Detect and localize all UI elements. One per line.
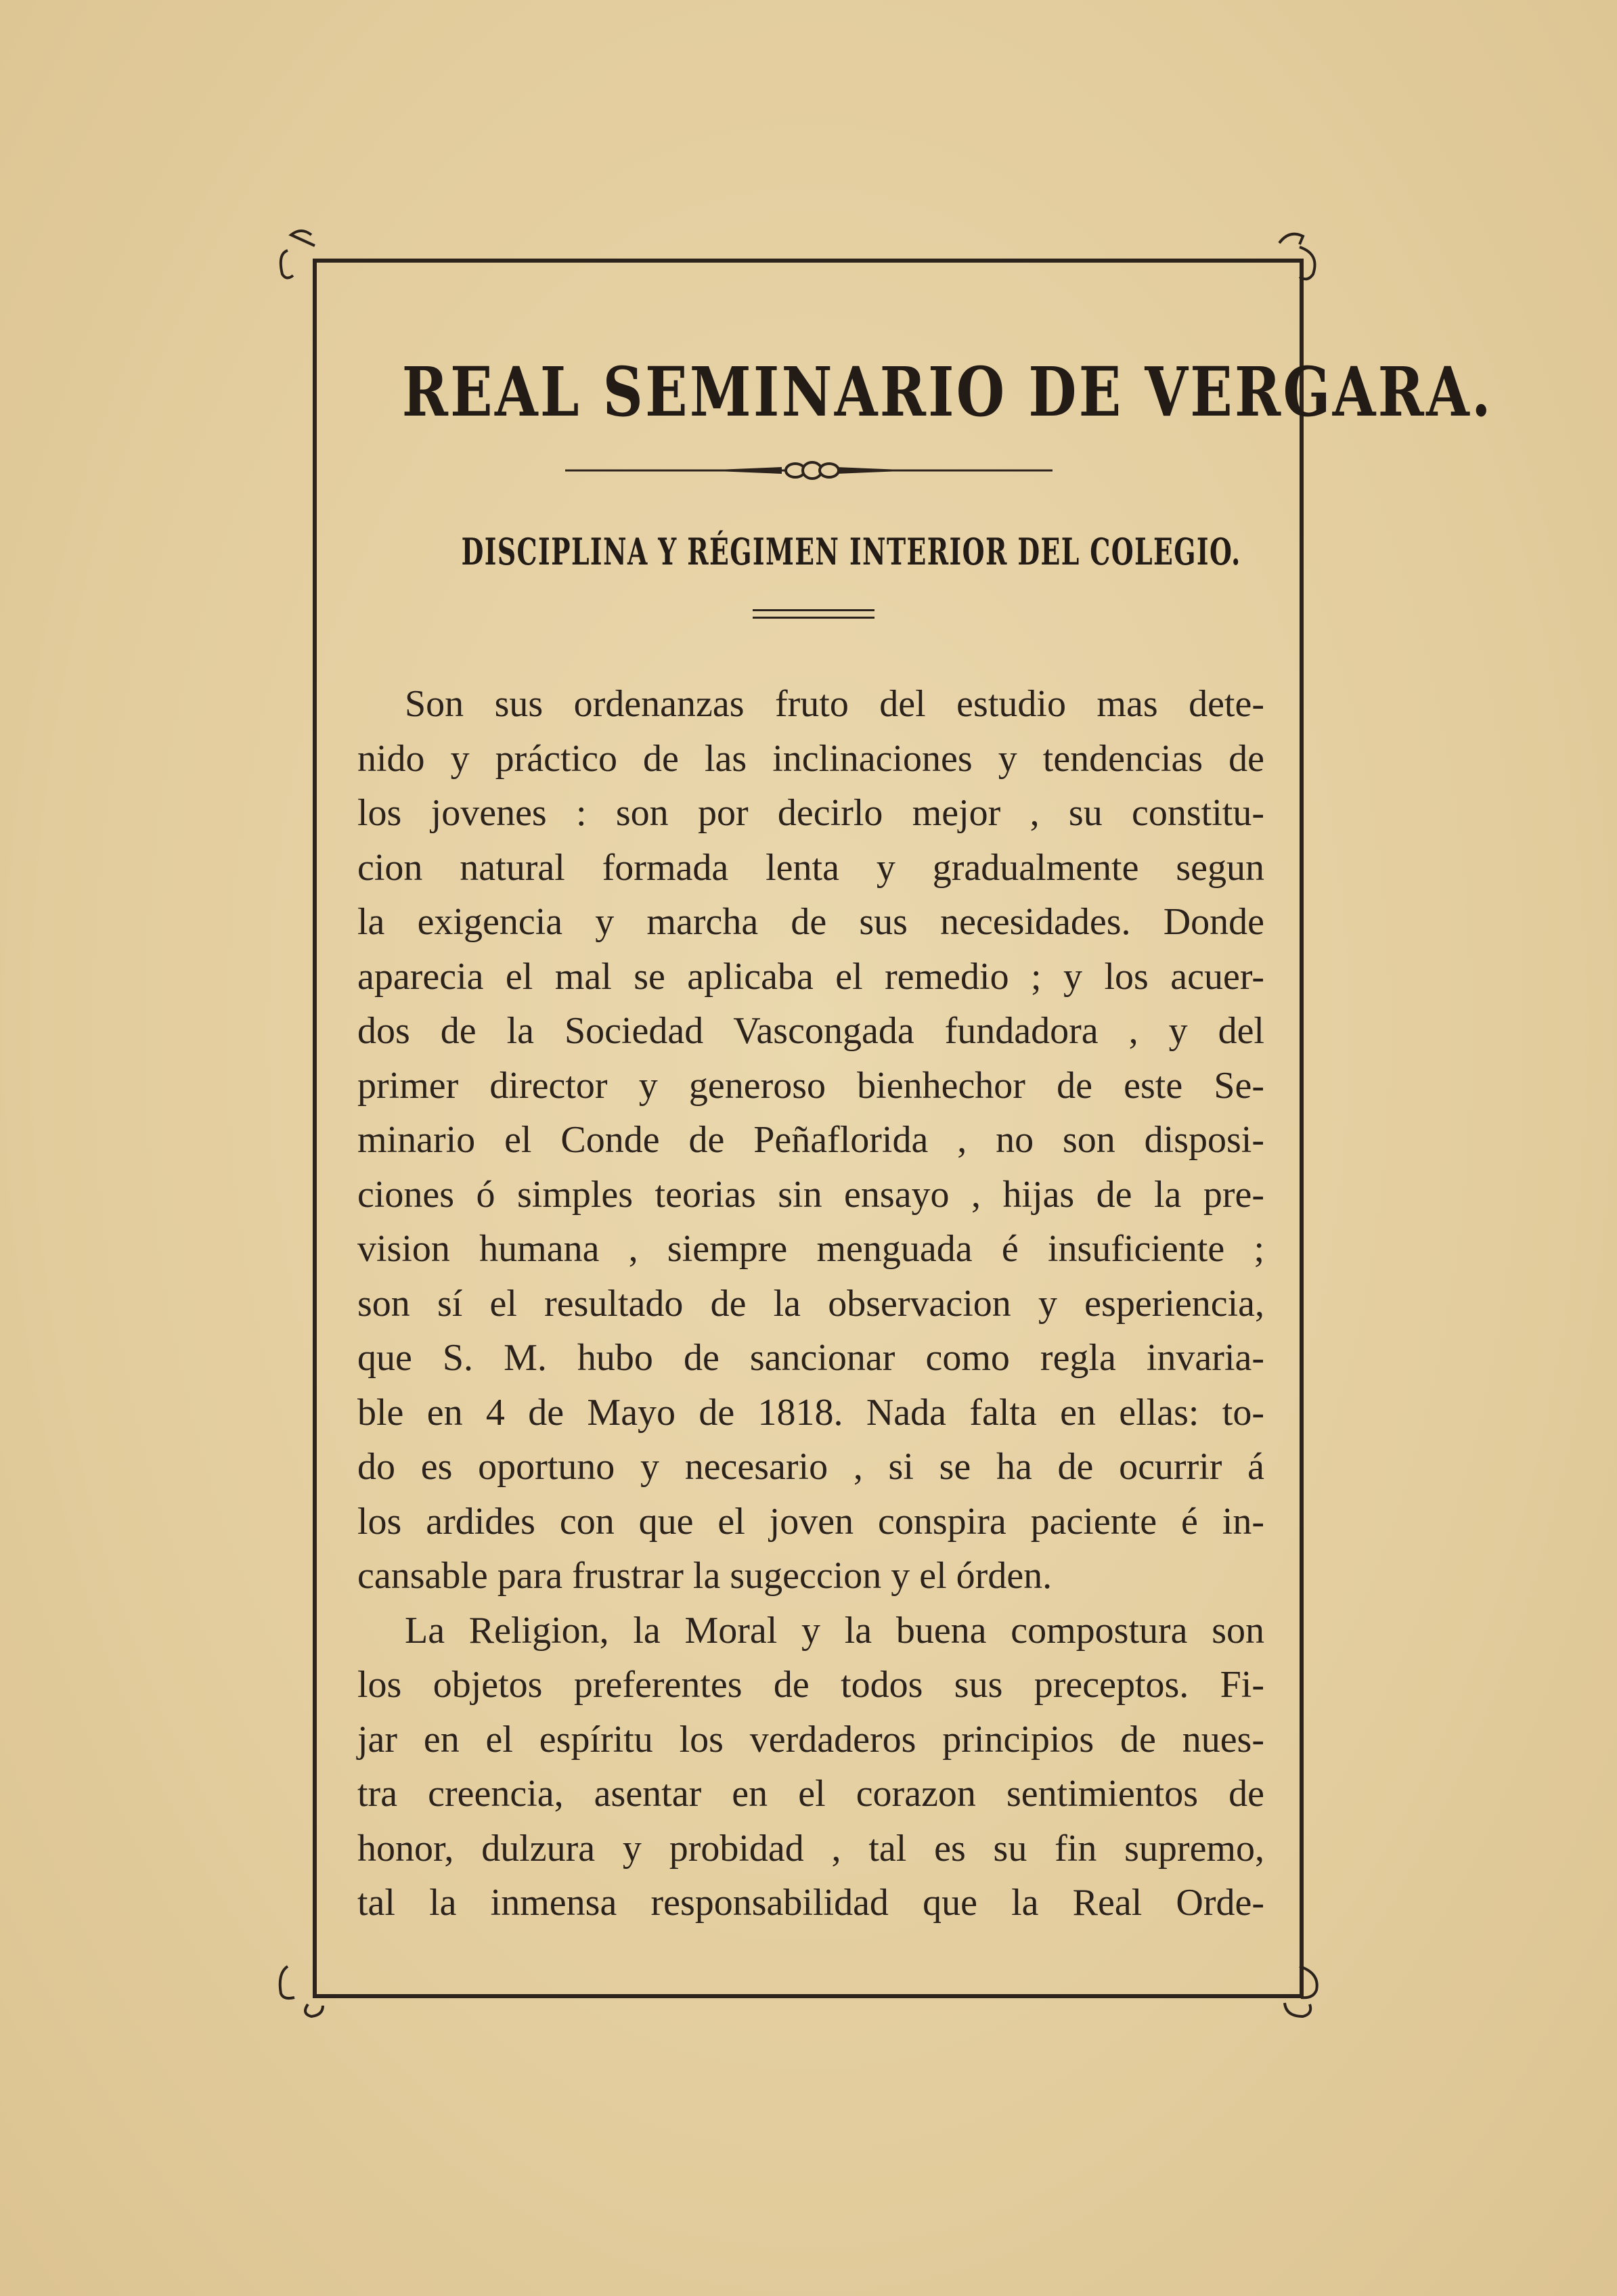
document-subtitle: DISCIPLINA Y RÉGIMEN INTERIOR DEL COLEGIO. [461,530,1241,573]
text-line: minario el Conde de Peñaflorida , no son disposi- [357,1119,1264,1161]
corner-scroll-top-right-icon [1272,227,1333,288]
document-title: REAL SEMINARIO DE VERGARA. [401,352,1493,432]
text-line: tal la inmensa responsabilidad que la Real Orde- [357,1882,1264,1924]
corner-scroll-bottom-left-icon [274,1960,335,2021]
text-line: primer director y generoso bienhechor de este Se- [357,1064,1264,1107]
text-line: la exigencia y marcha de sus necesidades. Donde [357,901,1264,943]
text-line: jar en el espíritu los verdaderos principios de nues- [357,1718,1264,1761]
text-line: ciones ó simples teorias sin ensayo , hijas de la pre- [357,1173,1264,1216]
text-line: cion natural formada lenta y gradualmente segun [357,846,1264,889]
text-line: cansable para frustrar la sugeccion y el órden. [357,1555,1053,1597]
text-line: La Religion, la Moral y la buena compostura son [405,1609,1264,1652]
text-line: Son sus ordenanzas fruto del estudio mas dete- [405,683,1264,725]
text-line: do es oportuno y necesario , si se ha de ocurrir á [357,1446,1264,1488]
body-text [357,677,1264,1930]
text-line: los jovenes : son por decirlo mejor , su constitu- [357,792,1264,834]
text-line: son sí el resultado de la observacion y esperiencia, [357,1282,1264,1325]
text-line: nido y práctico de las inclinaciones y tendencias de [357,737,1264,780]
text-line: dos de la Sociedad Vascongada fundadora , y del [357,1010,1264,1052]
text-line: que S. M. hubo de sancionar como regla invaria- [357,1337,1264,1379]
text-line: los objetos preferentes de todos sus preceptos. Fi- [357,1664,1264,1706]
corner-scroll-bottom-right-icon [1272,1960,1333,2021]
double-rule-divider [753,609,874,619]
text-line: honor, dulzura y probidad , tal es su fin supremo, [357,1827,1264,1870]
paragraph-1 [357,677,1264,1604]
text-line: tra creencia, asentar en el corazon sentimientos de [357,1773,1264,1815]
paragraph-2 [357,1604,1264,1930]
text-line: los ardides con que el joven conspira paciente é in- [357,1500,1264,1543]
text-line: ble en 4 de Mayo de 1818. Nada falta en ellas: to- [357,1391,1264,1434]
corner-scroll-top-left-icon [274,227,335,288]
text-line: vision humana , siempre menguada é insuficiente ; [357,1228,1264,1270]
flourish-divider-icon [565,454,1053,487]
text-line: aparecia el mal se aplicaba el remedio ; y los acuer- [357,955,1264,998]
